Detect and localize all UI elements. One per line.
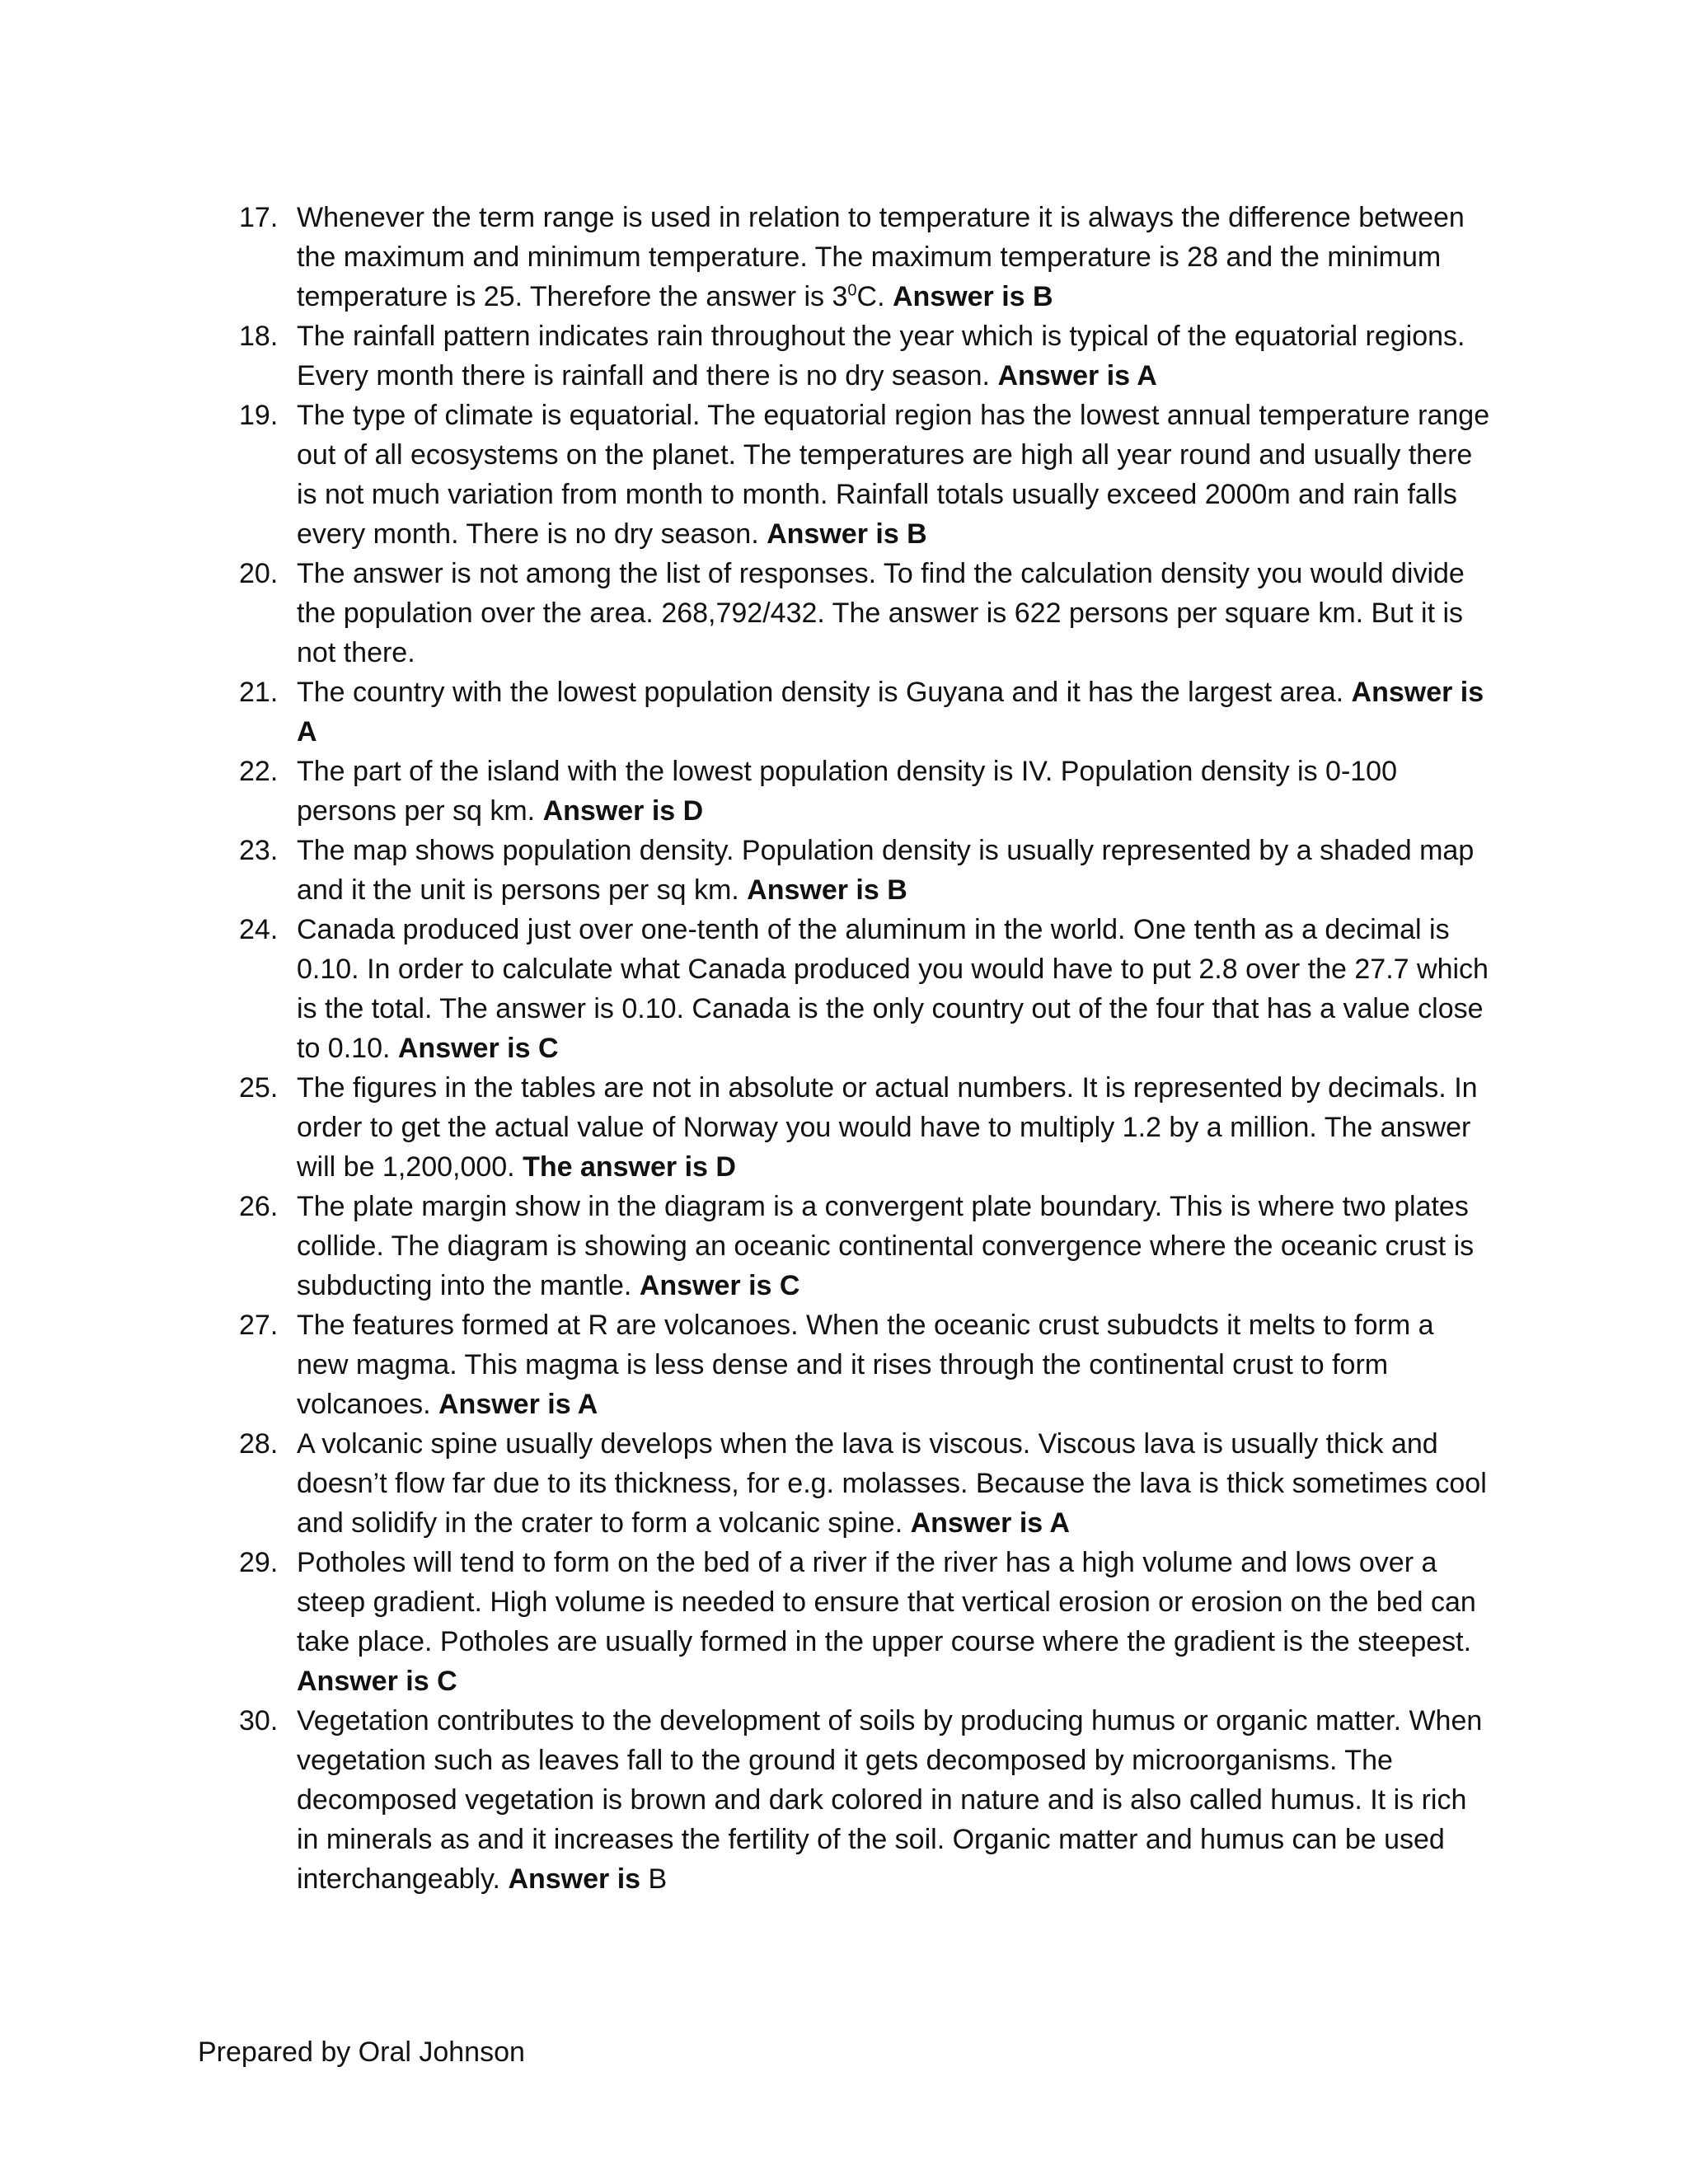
item-text: [297, 1187, 1492, 1305]
item-number: 28.: [239, 1428, 279, 1460]
answer-label: Answer is A: [997, 360, 1157, 391]
item-text: [297, 752, 1492, 831]
list-item-23: [239, 831, 1492, 910]
answer-label: Answer is A: [297, 677, 1484, 748]
answer-label: Answer is D: [542, 795, 704, 827]
item-text: [297, 316, 1492, 396]
item-text-part: The features formed at R are volcanoes. When the oceanic crust subudcts it melts to form a new magma. This magma is less dense and it rises through the continental crust to form volcanoes.: [297, 1310, 1434, 1420]
item-text-part: Whenever the term range is used in relation to temperature it is always the difference between the maximum and minimum temperature. The maximum temperature is 28 and the minimum temperature is 25. Therefore the answer is 3: [297, 202, 1465, 312]
item-number: 30.: [239, 1705, 279, 1736]
item-text-part: Potholes will tend to form on the bed of a river if the river has a high volume and lows over a steep gradient. High volume is needed to ensure that vertical erosion or erosion on the bed can take place. Potholes are usually formed in the upper course where the gradient is the steepest.: [297, 1547, 1476, 1657]
answer-letter: B: [640, 1863, 668, 1895]
list-item-18: [239, 316, 1492, 396]
item-number: 26.: [239, 1191, 279, 1222]
item-number: 29.: [239, 1547, 279, 1578]
answer-explanations-list: [239, 198, 1492, 1899]
list-item-20: [239, 554, 1492, 673]
superscript: 0: [847, 281, 857, 300]
item-text-part: Vegetation contributes to the development of soils by producing humus or organic matter. When vegetation such as leaves fall to the ground it gets decomposed by microorganisms. The decomposed vegetation is brown and dark colored in nature and is also called humus. It is rich in minerals as and it increases the fertility of the soil. Organic matter and humus can be used interchangeably.: [297, 1705, 1483, 1895]
answer-label: Answer is C: [397, 1033, 559, 1064]
item-text: [297, 554, 1492, 673]
list-item-30: [239, 1701, 1492, 1899]
item-number: 23.: [239, 835, 279, 866]
item-text: [297, 198, 1492, 316]
list-item-29: [239, 1543, 1492, 1701]
item-number: 25.: [239, 1072, 279, 1104]
list-item-22: [239, 752, 1492, 831]
list-item-21: [239, 673, 1492, 752]
item-text: [297, 1701, 1492, 1899]
item-number: 24.: [239, 914, 279, 945]
answer-label: Answer is: [508, 1863, 641, 1895]
item-text-part: The plate margin show in the diagram is a convergent plate boundary. This is where two plates collide. The diagram is showing an oceanic continental convergence where the oceanic crust is subducting into the mantle.: [297, 1191, 1475, 1301]
list-item-19: [239, 396, 1492, 554]
page-footer: Prepared by Oral Johnson: [198, 2036, 525, 2068]
item-number: 19.: [239, 400, 279, 431]
item-number: 27.: [239, 1310, 279, 1341]
item-text: [297, 396, 1492, 554]
item-text: [297, 1068, 1492, 1187]
list-item-25: [239, 1068, 1492, 1187]
item-text-part: The answer is not among the list of responses. To find the calculation density you would divide the population over the area. 268,792/432. The answer is 622 persons per square km. But it is not there.: [297, 558, 1465, 668]
answer-label: Answer is C: [639, 1270, 800, 1301]
list-item-26: [239, 1187, 1492, 1305]
item-text-part: The map shows population density. Population density is usually represented by a shaded map and it the unit is persons per sq km.: [297, 835, 1475, 906]
item-text-part: The part of the island with the lowest population density is IV. Population density is 0-100 persons per sq km.: [297, 756, 1397, 827]
item-text: [297, 1424, 1492, 1543]
answer-label: Answer is B: [747, 874, 907, 906]
answer-label: Answer is B: [767, 518, 927, 550]
item-text-part: The rainfall pattern indicates rain throughout the year which is typical of the equatorial regions. Every month there is rainfall and there is no dry season.: [297, 321, 1465, 391]
answer-label: The answer is D: [523, 1151, 736, 1183]
list-item-24: [239, 910, 1492, 1068]
item-text-part: The type of climate is equatorial. The equatorial region has the lowest annual temperature range out of all ecosystems on the planet. The temperatures are high all year round and usually there is not much variation from month to month. Rainfall totals usually exceed 2000m and rain falls every month. There is no dry season.: [297, 400, 1490, 550]
item-number: 17.: [239, 202, 279, 233]
item-number: 20.: [239, 558, 279, 589]
answer-label: Answer is C: [297, 1666, 457, 1697]
item-text-part: Canada produced just over one-tenth of the aluminum in the world. One tenth as a decimal is 0.10. In order to calculate what Canada produced you would have to put 2.8 over the 27.7 which is the total. The answer is 0.10. Canada is the only country out of the four that has a value close to 0.10.: [297, 914, 1489, 1064]
list-item-27: [239, 1305, 1492, 1424]
item-number: 21.: [239, 677, 279, 708]
item-text: [297, 910, 1492, 1068]
item-text: [297, 673, 1492, 752]
item-text: [297, 831, 1492, 910]
answer-label: Answer is A: [438, 1389, 598, 1420]
list-item-17: [239, 198, 1492, 316]
item-text-part: The figures in the tables are not in absolute or actual numbers. It is represented by decimals. In order to get the actual value of Norway you would have to multiply 1.2 by a million. The answer will be 1,200,000.: [297, 1072, 1478, 1183]
item-number: 18.: [239, 321, 279, 352]
item-text-part: A volcanic spine usually develops when the lava is viscous. Viscous lava is usually thick and doesn’t flow far due to its thickness, for e.g. molasses. Because the lava is thick sometimes cool and solidify in the crater to form a volcanic spine.: [297, 1428, 1487, 1539]
answer-label: Answer is A: [910, 1507, 1070, 1539]
item-text: [297, 1305, 1492, 1424]
answer-label: Answer is B: [892, 281, 1053, 312]
item-text-part: C.: [856, 281, 893, 312]
item-text-part: The country with the lowest population density is Guyana and it has the largest area.: [297, 677, 1352, 708]
list-item-28: [239, 1424, 1492, 1543]
item-text: [297, 1543, 1492, 1701]
item-number: 22.: [239, 756, 279, 787]
